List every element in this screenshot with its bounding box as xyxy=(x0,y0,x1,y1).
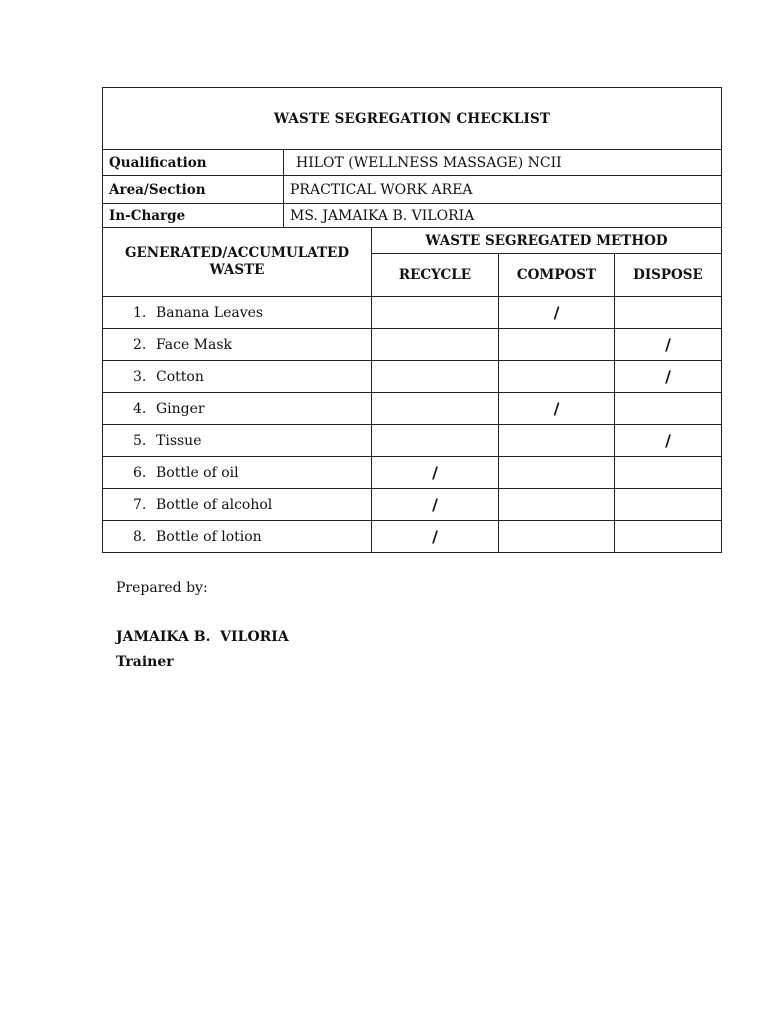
item-name: Bottle of lotion xyxy=(156,528,262,545)
recycle-mark: / xyxy=(372,521,499,553)
compost-header: COMPOST xyxy=(499,254,615,297)
compost-mark xyxy=(499,361,615,393)
item-number: 5. xyxy=(133,432,147,449)
dispose-mark xyxy=(615,393,722,425)
item-name: Ginger xyxy=(156,400,205,417)
dispose-mark xyxy=(615,297,722,329)
item-name: Tissue xyxy=(156,432,202,449)
waste-item xyxy=(103,457,372,489)
dispose-mark: / xyxy=(615,329,722,361)
title-row xyxy=(103,88,722,150)
compost-mark: / xyxy=(499,297,615,329)
dispose-mark: / xyxy=(615,361,722,393)
checklist-title: WASTE SEGREGATION CHECKLIST xyxy=(103,88,722,150)
item-name: Bottle of alcohol xyxy=(156,496,273,513)
signer-name: JAMAIKA B. VILORIA xyxy=(116,629,289,645)
compost-mark: / xyxy=(499,393,615,425)
table-row xyxy=(103,393,722,425)
compost-mark xyxy=(499,521,615,553)
item-number: 7. xyxy=(133,496,147,513)
recycle-mark xyxy=(372,425,499,457)
dispose-header: DISPOSE xyxy=(615,254,722,297)
item-name: Bottle of oil xyxy=(156,464,239,481)
table-row xyxy=(103,361,722,393)
item-number: 4. xyxy=(133,400,147,417)
recycle-mark xyxy=(372,329,499,361)
table-row xyxy=(103,457,722,489)
table-row xyxy=(103,329,722,361)
qualification-label: Qualification xyxy=(103,150,284,176)
recycle-mark: / xyxy=(372,489,499,521)
waste-item xyxy=(103,425,372,457)
waste-item xyxy=(103,361,372,393)
compost-mark xyxy=(499,489,615,521)
recycle-header: RECYCLE xyxy=(372,254,499,297)
recycle-mark xyxy=(372,393,499,425)
waste-segregation-checklist-table xyxy=(102,87,722,553)
item-name: Banana Leaves xyxy=(156,304,264,321)
recycle-mark: / xyxy=(372,457,499,489)
compost-mark xyxy=(499,457,615,489)
compost-mark xyxy=(499,329,615,361)
item-name: Face Mask xyxy=(156,336,233,353)
waste-item xyxy=(103,393,372,425)
dispose-mark xyxy=(615,489,722,521)
item-number: 8. xyxy=(133,528,147,545)
signer-role: Trainer xyxy=(116,654,174,670)
prepared-by-label: Prepared by: xyxy=(116,580,208,596)
compost-mark xyxy=(499,425,615,457)
qualification-row xyxy=(103,150,722,176)
item-number: 3. xyxy=(133,368,147,385)
method-header: WASTE SEGREGATED METHOD xyxy=(372,228,722,254)
waste-column-header: GENERATED/ACCUMULATED WASTE xyxy=(103,228,372,297)
waste-item xyxy=(103,521,372,553)
recycle-mark xyxy=(372,361,499,393)
item-name: Cotton xyxy=(156,368,204,385)
dispose-mark xyxy=(615,521,722,553)
table-row xyxy=(103,425,722,457)
recycle-mark xyxy=(372,297,499,329)
area-value: PRACTICAL WORK AREA xyxy=(284,176,722,204)
waste-item xyxy=(103,489,372,521)
incharge-label: In-Charge xyxy=(103,204,284,228)
dispose-mark xyxy=(615,457,722,489)
incharge-value: MS. JAMAIKA B. VILORIA xyxy=(284,204,722,228)
item-number: 2. xyxy=(133,336,147,353)
area-row xyxy=(103,176,722,204)
area-label: Area/Section xyxy=(103,176,284,204)
incharge-row xyxy=(103,204,722,228)
table-row xyxy=(103,489,722,521)
table-row xyxy=(103,297,722,329)
waste-item xyxy=(103,329,372,361)
dispose-mark: / xyxy=(615,425,722,457)
item-number: 1. xyxy=(133,304,147,321)
waste-item xyxy=(103,297,372,329)
qualification-value: HILOT (WELLNESS MASSAGE) NCII xyxy=(284,150,722,176)
item-number: 6. xyxy=(133,464,147,481)
method-header-row xyxy=(103,228,722,254)
table-row xyxy=(103,521,722,553)
